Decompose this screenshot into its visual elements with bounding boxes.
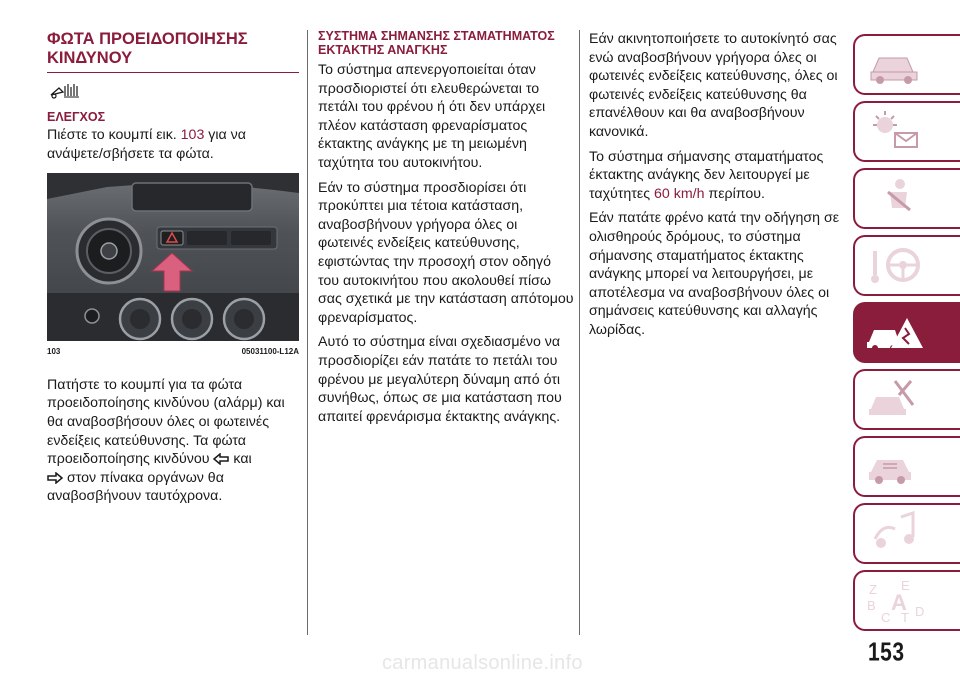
- figure-caption: [47, 343, 299, 362]
- dashboard-figure: [47, 173, 299, 341]
- page-number: 153: [868, 638, 905, 667]
- hazard-lights-symbol-icon: [49, 83, 299, 105]
- column-2: [318, 30, 574, 432]
- tab-warning-lights[interactable]: [853, 101, 960, 162]
- svg-text:A: A: [891, 590, 907, 615]
- maintenance-icon: [865, 375, 925, 425]
- svg-text:B: B: [867, 598, 876, 613]
- svg-text:T: T: [901, 610, 909, 625]
- figure-code: 05031100-L12A: [241, 347, 299, 357]
- tab-maintenance[interactable]: [853, 369, 960, 430]
- svg-text:D: D: [915, 604, 925, 619]
- start-driving-icon: [865, 241, 925, 291]
- arrow-left-warning-icon: [213, 453, 229, 465]
- arrow-right-warning-icon: [47, 472, 63, 484]
- tab-safety[interactable]: [853, 168, 960, 229]
- section-title: ΦΩΤΑ ΠΡΟΕΙΔΟΠΟΙΗΣΗΣ ΚΙΝΔΥΝΟΥ: [47, 30, 299, 73]
- warning-lights-icon: [865, 107, 925, 157]
- tab-car[interactable]: [853, 34, 960, 95]
- tab-technical-data[interactable]: [853, 436, 960, 497]
- watermark: carmanualsonline.info: [382, 652, 583, 674]
- slippery-road-paragraph: Εάν πατάτε φρένο κατά την οδήγηση σε ολισθηρούς δρόμους, το σύστημα σήμανσης σταματήματος έκτακτης ανάγκης μπορεί να λειτουργήσει, με αποτέλεσμα να αναβοσβήνουν όλες οι σημάνσεις κατεύθυνσης και αλλαγής λωρίδας.: [589, 210, 840, 338]
- speed-value: 60 km/h: [654, 185, 705, 202]
- figure-number: 103: [47, 347, 61, 357]
- check-subheading: ΕΛΕΓΧΟΣ: [47, 109, 106, 124]
- stop-paragraph: Εάν ακινητοποιήσετε το αυτοκίνητό σας ενώ αναβοσβήνουν γρήγορα όλες οι φωτεινές ενδείξεις κατεύθυνσης, όλες οι φωτεινές ενδείξεις κατεύθυνσης θα επανέλθουν και θα αναβοσβήνουν κανονικά.: [589, 31, 838, 140]
- emergency-stop-heading: ΣΥΣΤΗΜΑ ΣΗΜΑΝΣΗΣ ΣΤΑΜΑΤΗΜΑΤΟΣ ΕΚΤΑΚΤΗΣ ΑΝΑΓΚΗΣ: [318, 29, 555, 57]
- emergency-icon: [865, 308, 925, 358]
- emergency-paragraph-2: Εάν το σύστημα προσδιορίσει ότι προκύπτει μια τέτοια κατάσταση, αναβοσβήνουν γρήγορα όλες οι φωτεινές ενδείξεις κατεύθυνσης, εφιστώντας την προσοχή στον οδηγό του αυτοκινήτου που ακολουθεί πίσω σας σχετικά με την κατάσταση απότομου φρεναρίσματος.: [318, 179, 574, 326]
- tab-start-driving[interactable]: [853, 235, 960, 296]
- tab-multimedia[interactable]: [853, 503, 960, 564]
- column-3: [589, 30, 844, 346]
- column-divider-2: [579, 30, 580, 635]
- svg-text:Z: Z: [869, 582, 877, 597]
- svg-text:E: E: [901, 578, 910, 593]
- emergency-paragraph-3: Αυτό το σύστημα είναι σχεδιασμένο να προσδιορίζει εάν πατάτε το πετάλι του φρένου με μεγαλύτερη δύναμη από ότι συνήθως, όπως σε μια κατάσταση που απαιτεί φρενάρισμα έκτακτης ανάγκης.: [318, 334, 562, 425]
- column-1: [47, 30, 299, 512]
- emergency-paragraph-1: Το σύστημα απενεργοποιείται όταν προσδιοριστεί ότι ελευθερώνεται το πετάλι του φρένου ή ότι δεν υπάρχει πλέον κατάσταση φρεναρίσματος έκτακτης ανάγκης με τη μειωμένη ταχύτητα του αυτοκινήτου.: [318, 62, 546, 171]
- index-icon: [865, 576, 925, 626]
- column-divider-1: [307, 30, 308, 635]
- hazard-paragraph: Πατήστε το κουμπί για τα φώτα προειδοποίησης κινδύνου (αλάρμ) και θα αναβοσβήσουν όλες οι φωτεινές ενδείξεις κατεύθυνσης. Τα φώτα προειδοποίησης κινδύνου και στον πίνακα οργάνων θα αναβοσβήνουν ταυτόχρονα.: [47, 376, 285, 505]
- multimedia-icon: [865, 509, 925, 559]
- check-paragraph: Πιέστε το κουμπί εικ. 103 για να ανάψετε/σβήσετε τα φώτα.: [47, 127, 246, 162]
- technical-data-icon: [865, 442, 925, 492]
- tab-index[interactable]: [853, 570, 960, 631]
- svg-text:C: C: [881, 610, 891, 625]
- safety-icon: [865, 174, 925, 224]
- tab-emergency[interactable]: [853, 302, 960, 363]
- car-icon: [865, 40, 925, 90]
- figure-reference[interactable]: 103: [180, 127, 205, 144]
- speed-paragraph: Το σύστημα σήμανσης σταματήματος έκτακτης ανάγκης δεν λειτουργεί με ταχύτητες 60 km/h περίπου.: [589, 148, 824, 202]
